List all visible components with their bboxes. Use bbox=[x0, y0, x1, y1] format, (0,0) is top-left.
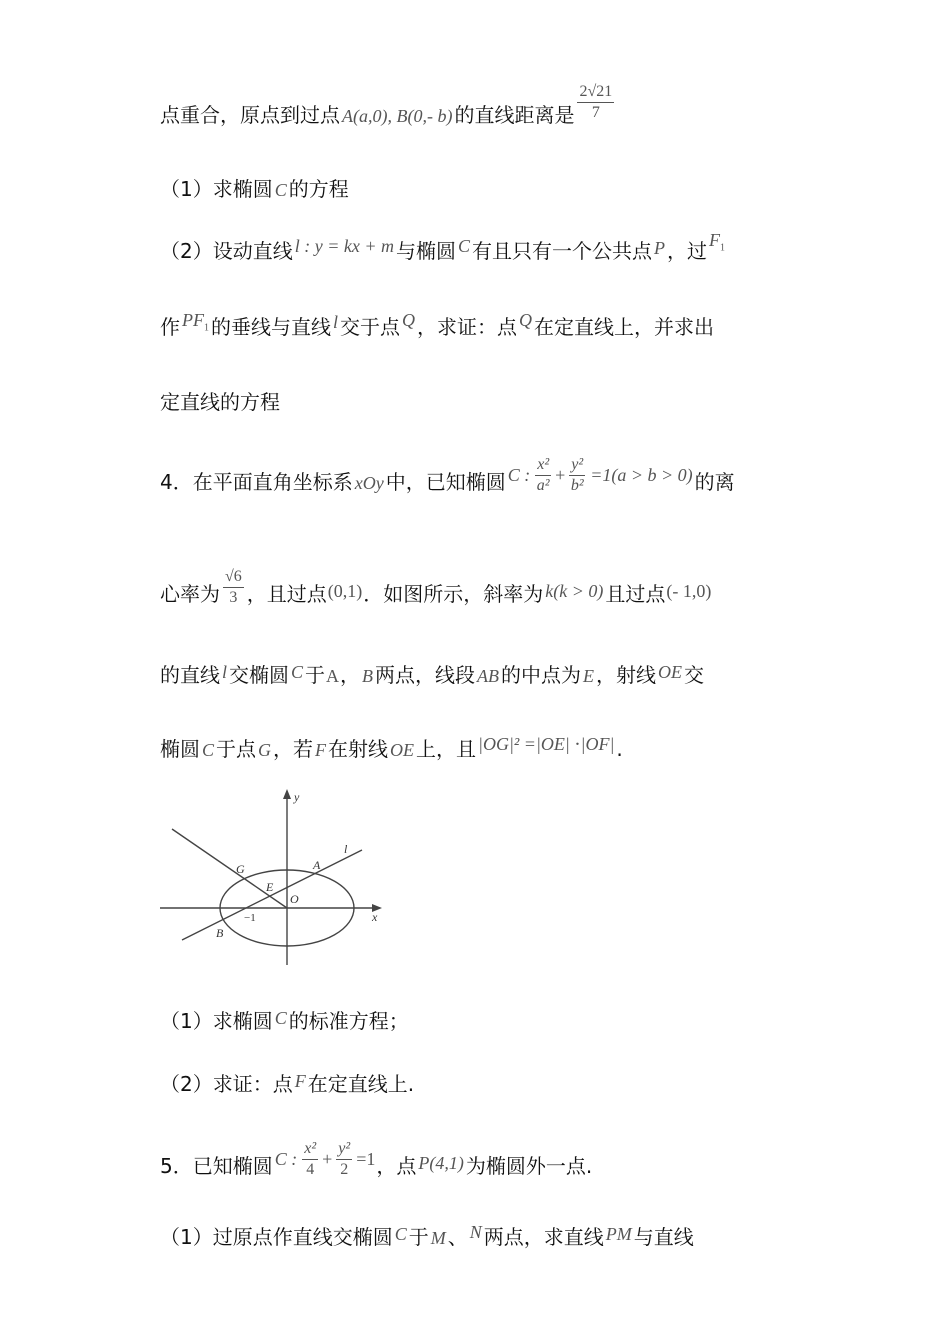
line-l bbox=[182, 850, 362, 940]
text: 有且只有一个公共点 bbox=[472, 239, 653, 263]
math-C: C : bbox=[507, 465, 531, 485]
fraction-numerator bbox=[302, 1139, 318, 1160]
math-B: B bbox=[362, 666, 374, 686]
label-B: B bbox=[216, 926, 224, 940]
math-C: C bbox=[458, 236, 471, 256]
text: （1）求椭圆 bbox=[160, 1009, 273, 1033]
math-slope: k(k > 0) bbox=[545, 581, 604, 601]
math-xOy: xOy bbox=[354, 473, 384, 493]
fraction-x bbox=[302, 1139, 318, 1180]
text: 交于点 bbox=[340, 315, 401, 339]
math-C: C bbox=[274, 1008, 287, 1028]
math-a2: a² bbox=[536, 477, 550, 494]
fraction-denominator: 4 bbox=[306, 1161, 315, 1178]
q4-part-2 bbox=[160, 1070, 414, 1099]
text: 的直线 bbox=[160, 663, 220, 687]
math-C: C bbox=[202, 740, 215, 760]
text: 的垂线与直线 bbox=[211, 315, 331, 339]
label-O: O bbox=[290, 892, 299, 906]
math-y2: y² bbox=[338, 1140, 351, 1157]
text: 在定直线上，并求出 bbox=[534, 315, 715, 339]
fraction-y bbox=[336, 1139, 352, 1180]
label-A: A bbox=[313, 858, 321, 872]
math-point: (0,1) bbox=[327, 581, 363, 601]
math-F1 bbox=[707, 230, 727, 254]
text: 两点，求直线 bbox=[483, 1225, 604, 1249]
text: 点重合，原点到过点 bbox=[160, 103, 340, 127]
fraction-numerator: √6 bbox=[223, 567, 244, 588]
fraction-y bbox=[569, 455, 585, 496]
text: 交椭圆 bbox=[229, 663, 290, 687]
math-PF1 bbox=[180, 310, 211, 334]
text: 为椭圆外一点. bbox=[465, 1154, 593, 1178]
math-l: l bbox=[222, 662, 228, 682]
fraction-denominator: 7 bbox=[591, 104, 600, 121]
subscript: 1 bbox=[720, 242, 726, 254]
text: ，射线 bbox=[596, 663, 657, 687]
math-C: C bbox=[274, 180, 287, 200]
text: 两点，线段 bbox=[375, 663, 476, 687]
text: 的离 bbox=[694, 470, 735, 494]
math-G: G bbox=[258, 740, 272, 760]
subscript: 1 bbox=[204, 322, 209, 334]
math-x2: x² bbox=[304, 1140, 317, 1157]
text: 的中点为 bbox=[501, 663, 582, 687]
math-AB: AB bbox=[477, 666, 500, 686]
text: 与椭圆 bbox=[396, 239, 456, 263]
math-plus: + bbox=[322, 1149, 333, 1169]
text: 的标准方程； bbox=[288, 1009, 409, 1033]
text: 交 bbox=[684, 663, 705, 687]
text: 的方程 bbox=[288, 177, 349, 201]
math-OE: OE bbox=[390, 740, 415, 760]
math-line-l: l : y = kx + m bbox=[294, 236, 394, 256]
math-M: M bbox=[430, 1228, 446, 1248]
math-A: A bbox=[326, 666, 340, 686]
fraction-denominator: 3 bbox=[229, 589, 238, 606]
text: 且过点 bbox=[605, 582, 666, 606]
math-F: F bbox=[294, 1071, 306, 1091]
text: 于点 bbox=[216, 737, 257, 761]
math-y2: y² bbox=[571, 456, 584, 473]
math-C: C bbox=[291, 662, 304, 682]
math-PF: PF bbox=[182, 310, 204, 330]
math-equals: =1 bbox=[356, 1149, 376, 1169]
math-E: E bbox=[583, 666, 595, 686]
label-G: G bbox=[236, 862, 245, 876]
text: . bbox=[616, 737, 623, 761]
p4-line-3 bbox=[160, 661, 704, 690]
text: ，过 bbox=[667, 239, 708, 263]
fraction-denominator bbox=[535, 476, 551, 496]
math-P: P bbox=[654, 238, 666, 258]
label-x: x bbox=[372, 910, 378, 924]
ray-OG bbox=[172, 829, 287, 908]
fraction-numerator bbox=[569, 455, 585, 476]
p4-line-2 bbox=[160, 568, 712, 616]
p5-line-1 bbox=[160, 1140, 593, 1188]
text: 4．在平面直角坐标系 bbox=[160, 470, 353, 494]
y-axis-arrow bbox=[283, 789, 291, 799]
math-point-P: P(4,1) bbox=[418, 1153, 464, 1173]
q3-part-2-end bbox=[160, 388, 280, 416]
math-points: A(a,0), B(0,- b) bbox=[342, 106, 453, 126]
text: 椭圆 bbox=[160, 737, 200, 761]
math-N: N bbox=[469, 1222, 482, 1242]
q3-part-2 bbox=[160, 230, 727, 275]
math-expression: |OG|² =|OE| ⋅|OF| bbox=[478, 734, 615, 754]
math-F: F bbox=[709, 230, 721, 250]
text: 作 bbox=[160, 315, 180, 339]
math-C: C : bbox=[274, 1149, 298, 1169]
text: ．如图所示，斜率为 bbox=[363, 582, 544, 606]
text: （1）求椭圆 bbox=[160, 177, 273, 201]
text: 5．已知椭圆 bbox=[160, 1154, 273, 1178]
math-PM: PM bbox=[605, 1224, 632, 1244]
text: 、 bbox=[447, 1225, 468, 1249]
math-l: l bbox=[333, 312, 339, 332]
math-point: (- 1,0) bbox=[666, 581, 712, 601]
text: 心率为 bbox=[160, 582, 220, 606]
text: 定直线的方程 bbox=[160, 390, 280, 414]
text: ，求证：点 bbox=[417, 315, 518, 339]
text: 中，已知椭圆 bbox=[385, 470, 506, 494]
text: ，点 bbox=[376, 1154, 417, 1178]
math-Q: Q bbox=[519, 310, 533, 330]
fraction-eccentricity bbox=[223, 567, 244, 608]
math-x2: x² bbox=[537, 456, 550, 473]
text: 的直线距离是 bbox=[454, 103, 575, 127]
fraction-x bbox=[535, 455, 551, 496]
q4-part-1 bbox=[160, 1007, 409, 1036]
text: 在射线 bbox=[328, 737, 389, 761]
math-OE: OE bbox=[658, 662, 683, 682]
math-condition: =1(a > b > 0) bbox=[590, 465, 693, 485]
q3-part-2-cont bbox=[160, 310, 715, 351]
text: 上，且 bbox=[416, 737, 477, 761]
text: 与直线 bbox=[633, 1225, 694, 1249]
label-E: E bbox=[266, 880, 274, 894]
fraction-denominator: 2 bbox=[340, 1161, 349, 1178]
fraction-distance bbox=[577, 82, 614, 123]
text: 于 bbox=[408, 1225, 429, 1249]
fraction-numerator: 2√21 bbox=[577, 82, 614, 103]
fraction-denominator bbox=[569, 476, 585, 496]
math-C: C bbox=[394, 1224, 407, 1244]
text: ， bbox=[340, 663, 361, 687]
text: 于 bbox=[305, 663, 326, 687]
label-minus-1: −1 bbox=[244, 912, 256, 924]
label-y: y bbox=[294, 790, 300, 804]
fraction-numerator bbox=[336, 1139, 352, 1160]
ellipse-figure bbox=[160, 785, 390, 970]
math-plus: + bbox=[555, 465, 566, 485]
text: 在定直线上. bbox=[307, 1072, 415, 1096]
text: （1）过原点作直线交椭圆 bbox=[160, 1225, 393, 1249]
p4-line-4 bbox=[160, 735, 623, 764]
fraction-numerator bbox=[535, 455, 551, 476]
text: ，且过点 bbox=[246, 582, 327, 606]
p4-line-1 bbox=[160, 456, 735, 504]
text: （2）设动直线 bbox=[160, 239, 293, 263]
math-Q: Q bbox=[402, 310, 416, 330]
math-b2: b² bbox=[570, 477, 584, 494]
p3-line-1 bbox=[160, 83, 617, 137]
text: ，若 bbox=[273, 737, 314, 761]
math-F: F bbox=[315, 740, 327, 760]
q5-part-1 bbox=[160, 1223, 694, 1252]
q3-part-1 bbox=[160, 175, 349, 204]
label-l: l bbox=[344, 842, 348, 856]
text: （2）求证：点 bbox=[160, 1072, 293, 1096]
